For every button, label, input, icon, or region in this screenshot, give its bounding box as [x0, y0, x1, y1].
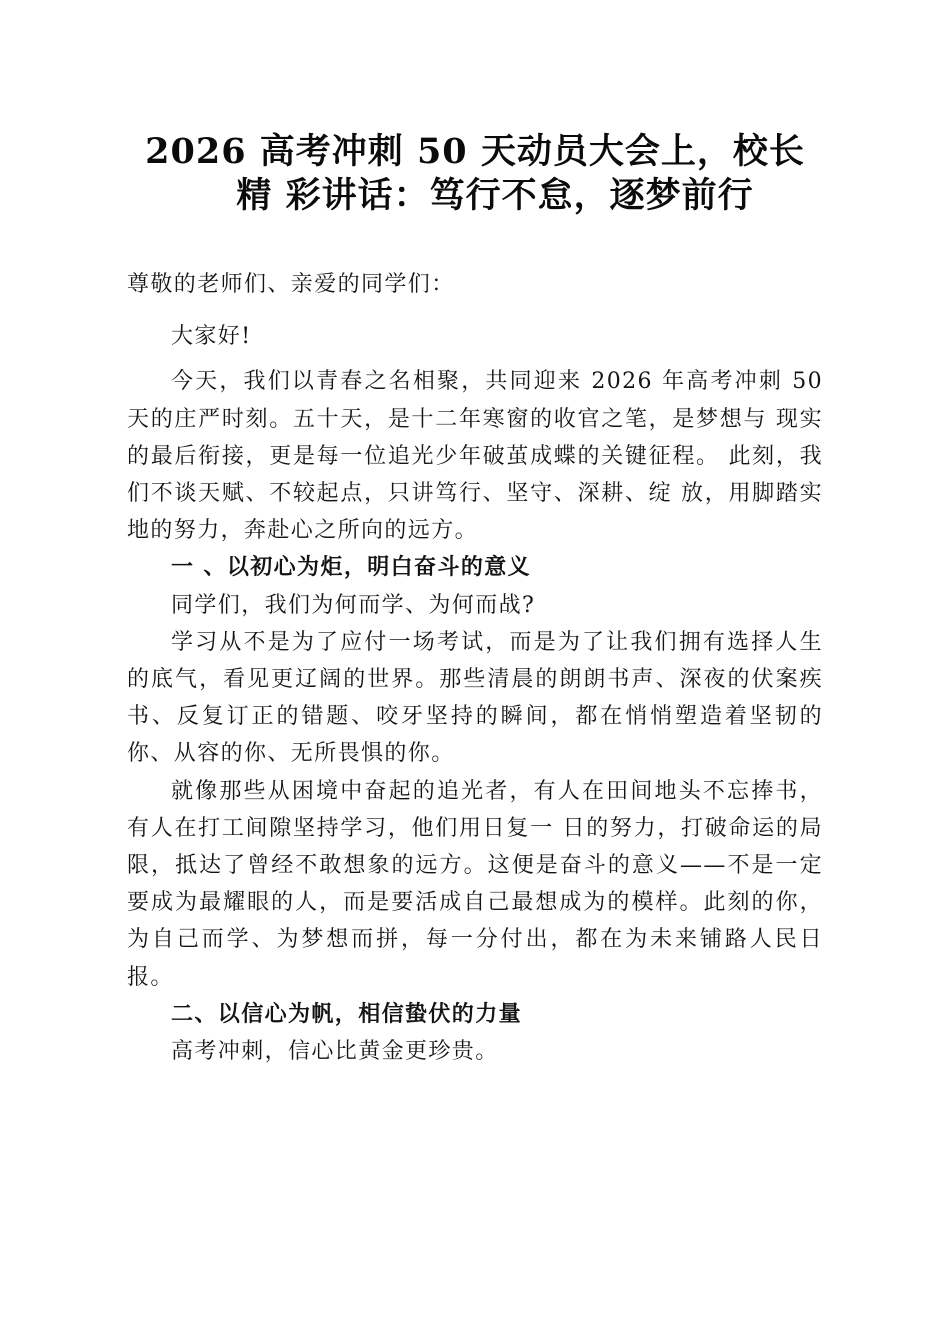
paragraph-learning: 学习从不是为了应付一场考试，而是为了让我们拥有选择人生的底气，看见更辽阔的世界。那些清晨的朗朗书声、深夜的伏案疾书、反复订正的错题、咬牙坚持的瞬间，都在悄悄塑造着坚韧的你、从容的你、无所畏惧的你。 — [127, 629, 823, 767]
paragraph-intro: 今天，我们以青春之名相聚，共同迎来 2026 年高考冲刺 50 天的庄严时刻。五十天，是十二年寒窗的收官之笔，是梦想与 现实的最后衔接，更是每一位追光少年破茧成蝶的关键征程。 此刻，我们不谈天赋、不较起点，只讲笃行、坚守、深耕、绽 放，用脚踏实地的努力，奔赴心之所向的远方。 — [127, 369, 823, 544]
document-body — [127, 266, 823, 1070]
document-title — [100, 130, 850, 218]
paragraph-question: 同学们，我们为何而学、为何而战? — [171, 592, 536, 618]
section-heading-1: 一 、以初心为炬，明白奋斗的意义 — [171, 554, 532, 581]
paragraph-confidence: 高考冲刺，信心比黄金更珍贵。 — [171, 1039, 499, 1065]
greeting: 大家好! — [171, 324, 252, 350]
paragraph-example: 就像那些从困境中奋起的追光者，有人在田间地头不忘捧书，有人在打工间隙坚持学习，他们用日复一 日的努力，打破命运的局限，抵达了曾经不敢想象的远方。这便是奋斗的意义——不是一定要成为最耀眼的人，而是要活成自己最想成为的模样。此刻的你，为自己而学、为梦想而拼，每一分付出，都在为未来铺路人民日报。 — [127, 778, 823, 990]
title-line-2: 精 彩讲话：笃行不怠，逐梦前行 — [236, 175, 754, 216]
title-line-1: 2026 高考冲刺 50 天动员大会上，校长 — [145, 131, 805, 172]
section-heading-2: 二、以信心为帆，相信蛰伏的力量 — [171, 1000, 523, 1027]
salutation: 尊敬的老师们、亲爱的同学们： — [127, 272, 455, 297]
